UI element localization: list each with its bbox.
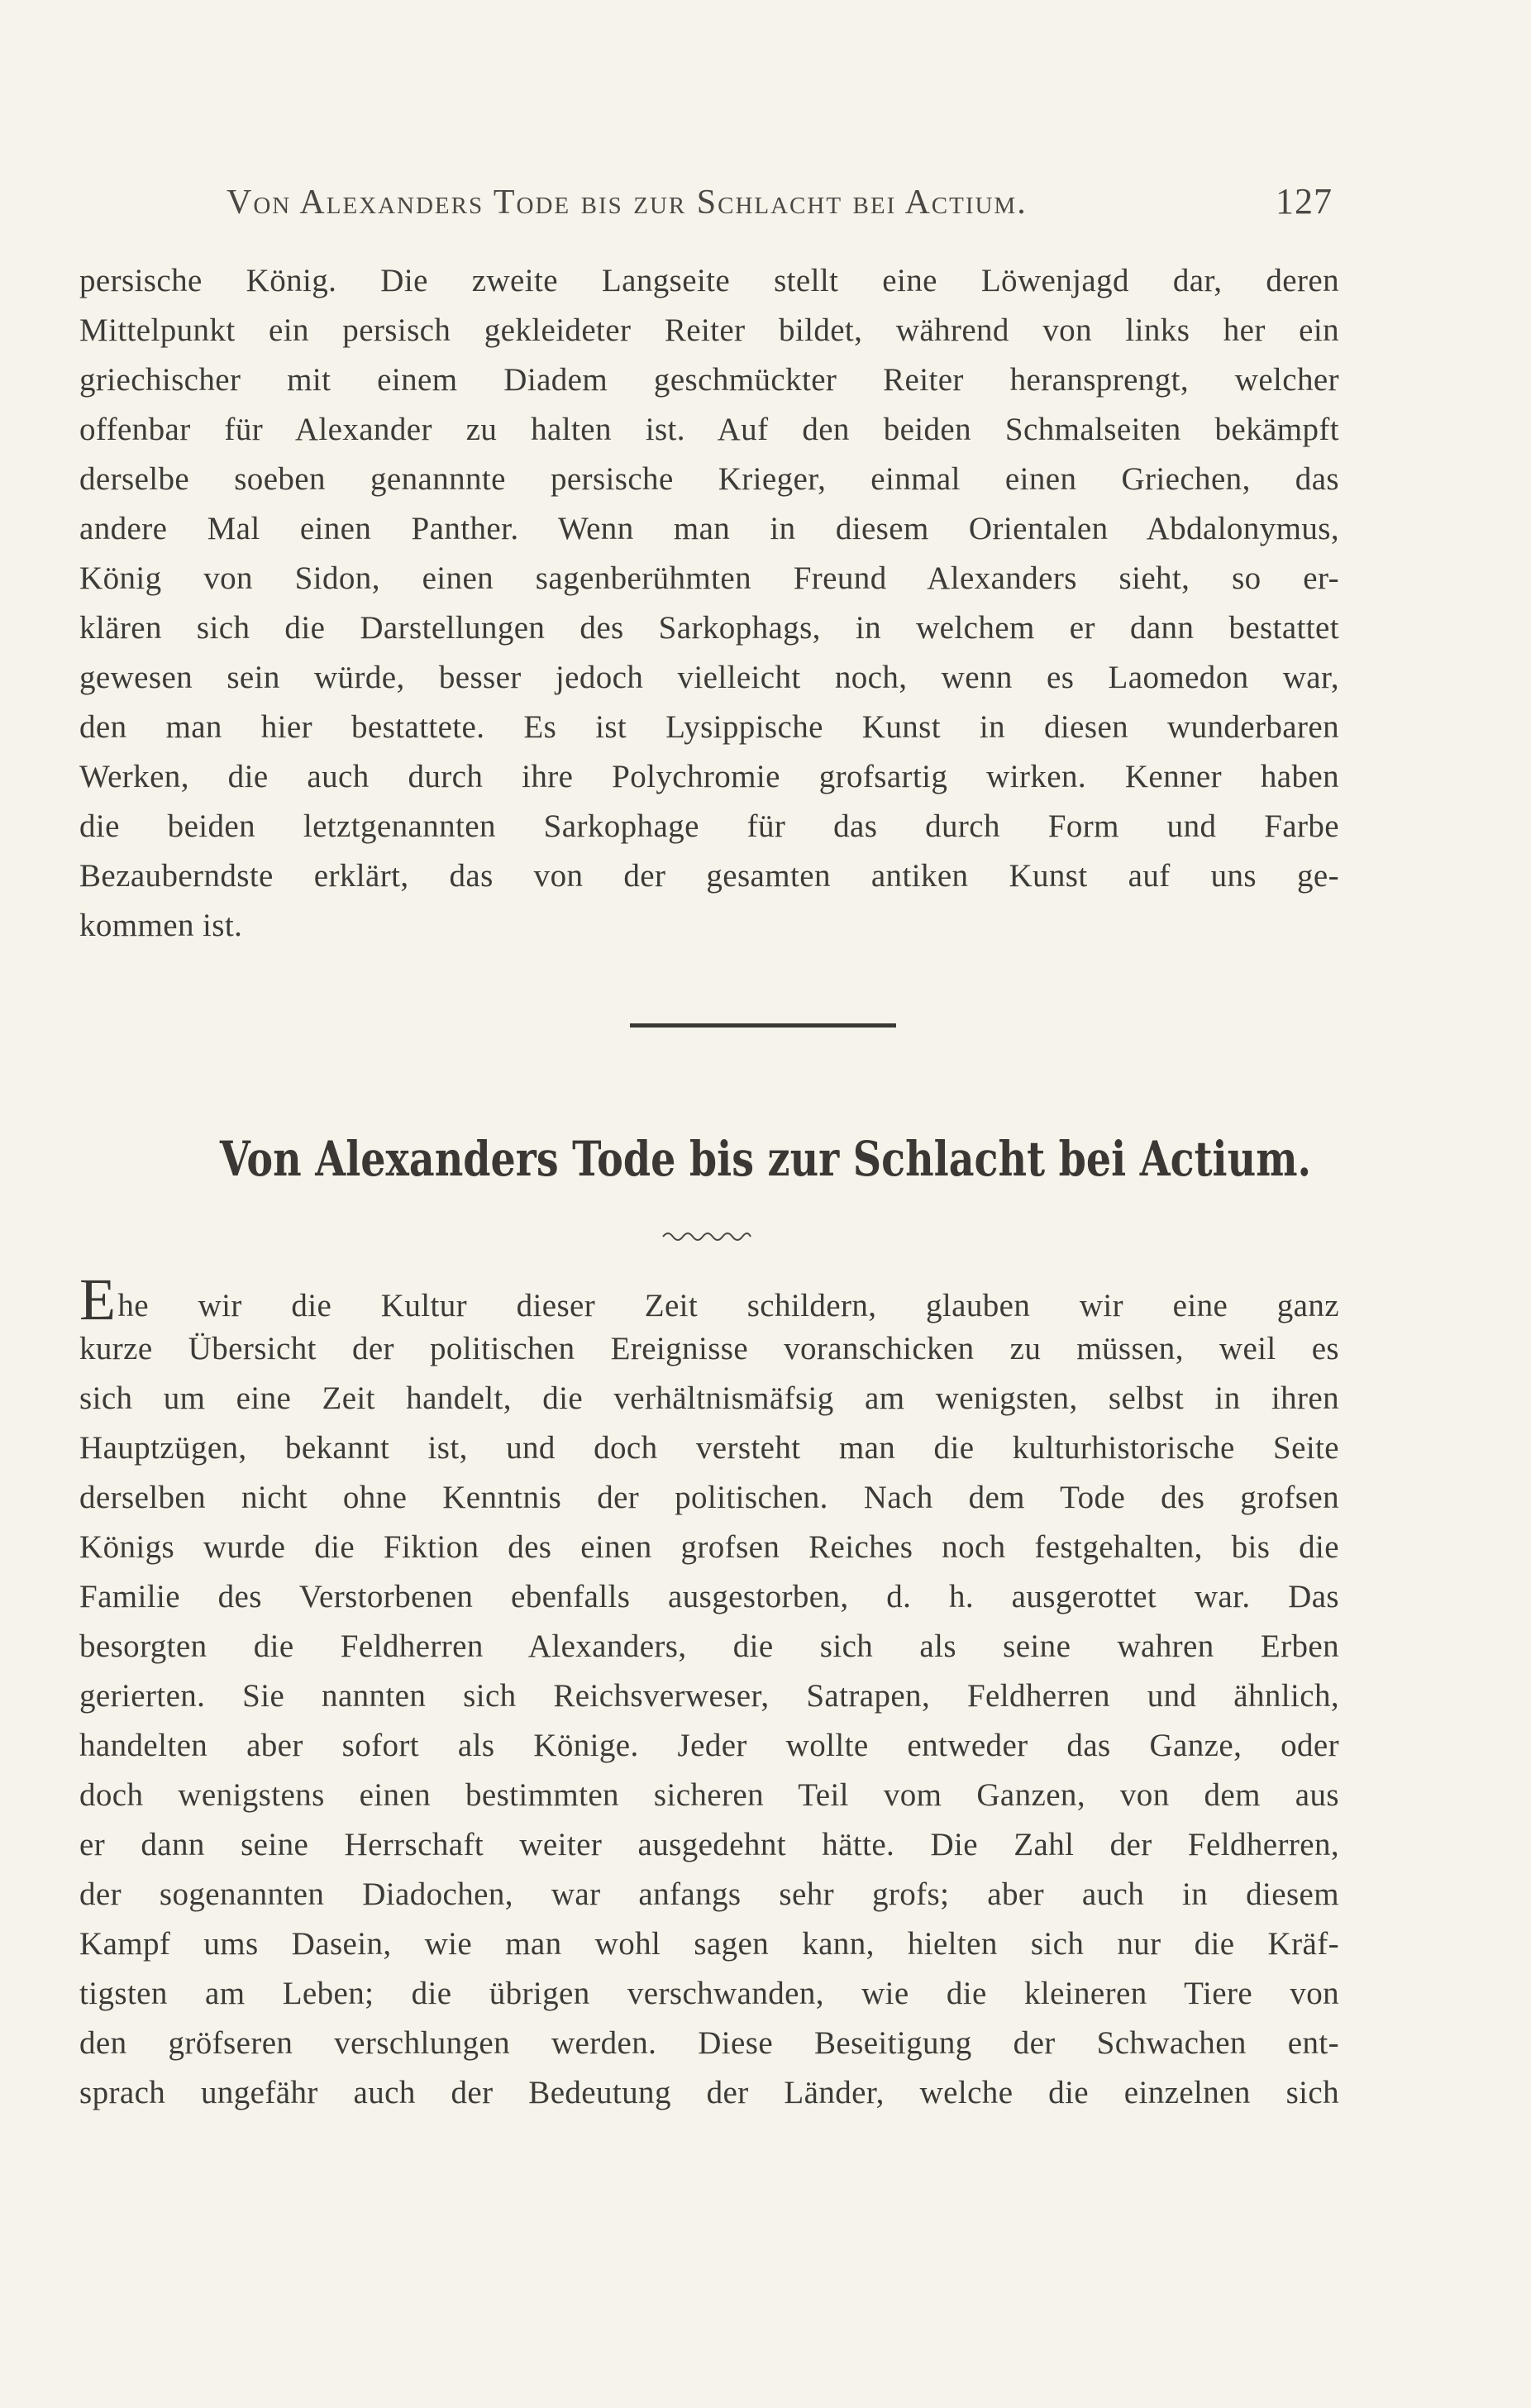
running-head (227, 180, 1333, 230)
text-line: Kampf ums Dasein, wie man wohl sagen kann, hielten sich nur die Kräf- (79, 1926, 1339, 1962)
text-line: doch wenigstens einen bestimmten sicheren Teil vom Ganzen, von dem aus (79, 1777, 1339, 1813)
text-line: kurze Übersicht der politischen Ereignisse voranschicken zu müssen, weil es (79, 1331, 1339, 1366)
text-line: sprach ungefähr auch der Bedeutung der Länder, welche die einzelnen sich (79, 2075, 1339, 2110)
text-line: Werken, die auch durch ihre Polychromie grofsartig wirken. Kenner haben (79, 759, 1339, 794)
text-line: derselben nicht ohne Kenntnis der politischen. Nach dem Tode des grofsen (79, 1480, 1339, 1515)
first-text-line (79, 1266, 1339, 1333)
paragraph-continuation (79, 256, 1339, 951)
text-line: sich um eine Zeit handelt, die verhältnismäfsig am wenigsten, selbst in ihren (79, 1380, 1339, 1416)
text-line: König von Sidon, einen sagenberühmten Freund Alexanders sieht, so er- (79, 560, 1339, 596)
running-head-title: Von Alexanders Tode bis zur Schlacht bei Actium. (227, 184, 1028, 222)
text-line: der sogenannten Diadochen, war anfangs sehr grofs; aber auch in diesem (79, 1876, 1339, 1912)
text-line: Königs wurde die Fiktion des einen grofsen Reiches noch festgehalten, bis die (79, 1529, 1339, 1565)
text-line: handelten aber sofort als Könige. Jeder wollte entweder das Ganze, oder (79, 1728, 1339, 1763)
text-line: den man hier bestattete. Es ist Lysippische Kunst in diesen wunderbaren (79, 709, 1339, 745)
initial-letter: E (79, 1266, 117, 1333)
text-line: klären sich die Darstellungen des Sarkophags, in welchem er dann bestattet (79, 610, 1339, 646)
text-line: Hauptzügen, bekannt ist, und doch versteht man die kulturhistorische Seite (79, 1430, 1339, 1466)
wavy-ornament-icon (661, 1227, 752, 1242)
text-line: gerierten. Sie nannten sich Reichsverweser, Satrapen, Feldherren und ähnlich, (79, 1678, 1339, 1714)
text-line: gewesen sein würde, besser jedoch vielleicht noch, wenn es Laomedon war, (79, 660, 1339, 695)
page-number: 127 (1276, 181, 1333, 222)
text-line: die beiden letztgenannten Sarkophage für das durch Form und Farbe (79, 808, 1339, 844)
text-line: kommen ist. (79, 908, 243, 943)
section-divider-rule (630, 1023, 896, 1028)
text-line: den gröfseren verschlungen werden. Diese Beseitigung der Schwachen ent- (79, 2025, 1339, 2061)
text-line: Familie des Verstorbenen ebenfalls ausgestorben, d. h. ausgerottet war. Das (79, 1579, 1339, 1614)
text-line: Bezauberndste erklärt, das von der gesamten antiken Kunst auf uns ge- (79, 858, 1339, 894)
text-line: derselbe soeben genannnte persische Krieger, einmal einen Griechen, das (79, 461, 1339, 497)
text-line: Mittelpunkt ein persisch gekleideter Reiter bildet, während von links her ein (79, 312, 1339, 348)
text-line: er dann seine Herrschaft weiter ausgedehnt hätte. Die Zahl der Feldherren, (79, 1827, 1339, 1862)
text-line: besorgten die Feldherren Alexanders, die sich als seine wahren Erben (79, 1628, 1339, 1664)
chapter-title: Von Alexanders Tode bis zur Schlacht bei Actium. (219, 1131, 1312, 1187)
first-line-text: he wir die Kultur dieser Zeit schildern, glauben wir eine ganz (117, 1288, 1339, 1323)
text-line: tigsten am Leben; die übrigen verschwanden, wie die kleineren Tiere von (79, 1976, 1339, 2011)
text-line: offenbar für Alexander zu halten ist. Auf den beiden Schmalseiten bekämpft (79, 412, 1339, 447)
text-line: andere Mal einen Panther. Wenn man in diesem Orientalen Abdalonymus, (79, 511, 1339, 546)
text-line: griechischer mit einem Diadem geschmückter Reiter heransprengt, welcher (79, 362, 1339, 398)
text-line: persische König. Die zweite Langseite stellt eine Löwenjagd dar, deren (79, 263, 1339, 298)
chapter-opening-paragraph (79, 1266, 1339, 2118)
